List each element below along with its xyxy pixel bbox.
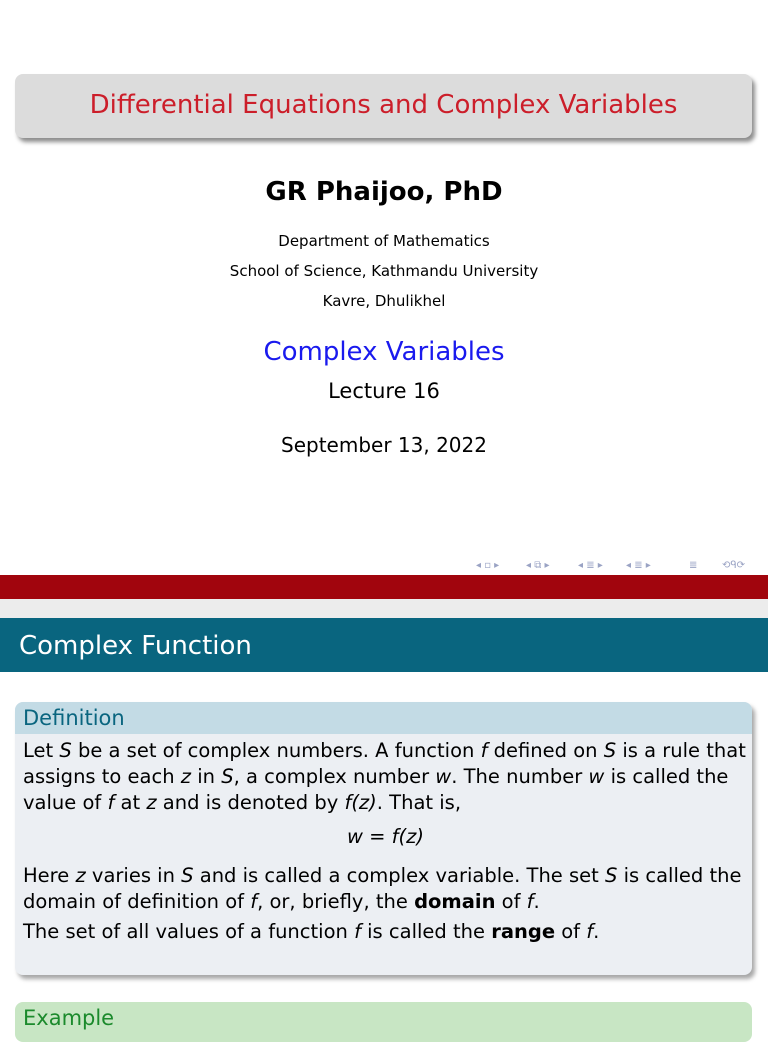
- definition-paragraph-2: Here z varies in S and is called a complex variable. The set S is called the domain of definition of f, or, briefly, the domain of f.: [23, 864, 742, 913]
- first-page-icon[interactable]: ◂ ▫ ▸: [476, 560, 500, 571]
- example-heading: Example: [23, 1006, 115, 1030]
- definition-paragraph-3: The set of all values of a function f is called the range of f.: [23, 920, 600, 943]
- definition-paragraph-1: Let S be a set of complex numbers. A function f defined on S is a rule that assigns to each z in S, a complex number w. The number w is called the value of f at z and is denoted by f(z). That is,: [23, 739, 746, 814]
- lecture-number: Lecture 16: [328, 379, 440, 403]
- frame-title: Complex Function: [19, 631, 252, 661]
- slide-divider-bar: [0, 575, 768, 599]
- institute-location: Kavre, Dhulikhel: [322, 292, 446, 310]
- definition-equation: w = f(z): [346, 825, 424, 848]
- prev-frame-icon[interactable]: ◂ ⧉ ▸: [526, 560, 550, 571]
- definition-header: [15, 702, 752, 734]
- search-icon[interactable]: ⟲ᑫ⟳: [722, 560, 746, 571]
- lecture-date: September 13, 2022: [281, 433, 487, 457]
- presentation-title: Differential Equations and Complex Variables: [89, 90, 678, 120]
- institute-department: Department of Mathematics: [278, 232, 490, 250]
- prev-section-icon[interactable]: ◂ ≣ ▸: [578, 560, 603, 571]
- title-box: [15, 74, 752, 138]
- frame-title-bar: [0, 618, 768, 672]
- example-block: [15, 1002, 752, 1042]
- beamer-navigation-bar: [476, 560, 766, 574]
- author-name: GR Phaijoo, PhD: [265, 177, 503, 207]
- definition-block: [15, 702, 752, 975]
- slide-gap: [0, 599, 768, 618]
- definition-body: [23, 738, 748, 945]
- definition-heading: Definition: [23, 706, 125, 730]
- lecture-title: Complex Variables: [263, 337, 505, 367]
- toc-icon[interactable]: ≣: [689, 560, 698, 571]
- prev-subsection-icon[interactable]: ◂ ≣ ▸: [626, 560, 651, 571]
- institute-school: School of Science, Kathmandu University: [229, 262, 539, 280]
